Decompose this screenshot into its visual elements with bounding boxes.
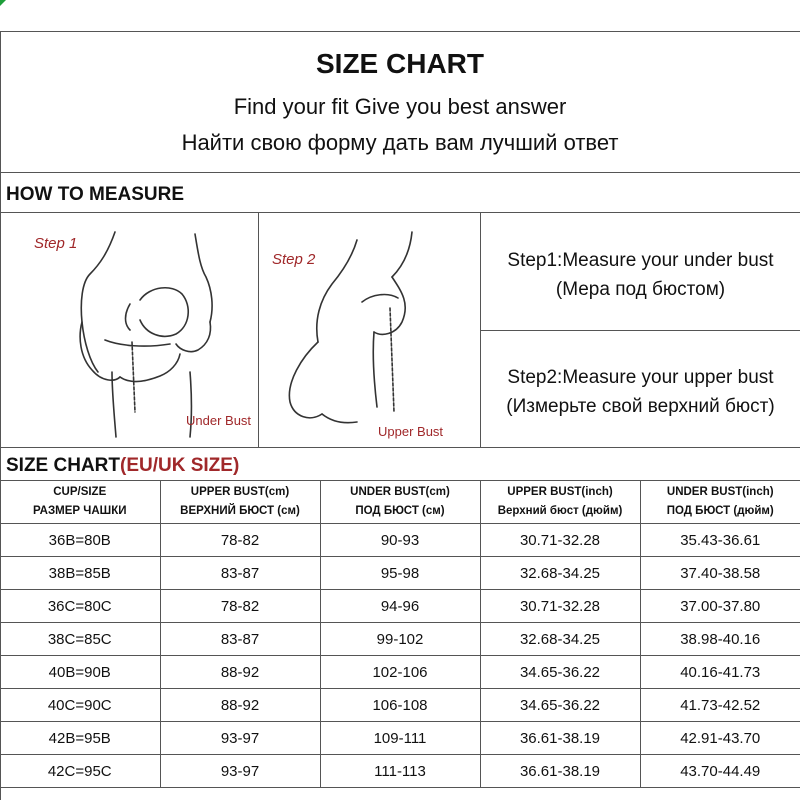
upper-bust-cm-cell: 78-82 [160, 524, 320, 557]
step2-text-english: Step2:Measure your upper bust [507, 367, 774, 388]
under-bust-inch-cell: 37.00-37.80 [640, 590, 800, 623]
under-bust-inch-cell: 35.43-36.61 [640, 524, 800, 557]
page-title: SIZE CHART [316, 48, 484, 79]
table-row [0, 722, 800, 755]
upper-bust-cm-cell: 88-92 [160, 689, 320, 722]
step1-label: Step 1 [34, 235, 78, 252]
table-row [0, 590, 800, 623]
cup-size-cell: 42C=95C [0, 755, 160, 788]
corner-mark [0, 0, 6, 6]
subtitle-russian: Найти свою форму дать вам лучший ответ [181, 130, 619, 155]
upper-bust-cm-cell: 93-97 [160, 722, 320, 755]
size-chart-heading [6, 455, 239, 477]
column-header: UPPER BUST(inch) Верхний бюст (дюйм) [480, 481, 640, 524]
under-bust-inch-cell: 38.98-40.16 [640, 623, 800, 656]
under-bust-cm-cell: 95-98 [320, 557, 480, 590]
cup-size-cell: 36B=80B [0, 524, 160, 557]
table-row [0, 656, 800, 689]
upper-bust-cm-cell: 88-92 [160, 656, 320, 689]
under-bust-inch-cell: 40.16-41.73 [640, 656, 800, 689]
divider-header [0, 172, 800, 173]
table-row [0, 557, 800, 590]
step1-tag: Under Bust [186, 413, 252, 428]
step2-text-russian: (Измерьте свой верхний бюст) [506, 396, 775, 417]
size-chart-heading-main: SIZE CHART [6, 455, 120, 476]
under-bust-cm-cell: 102-106 [320, 656, 480, 689]
table-row [0, 524, 800, 557]
upper-bust-inch-cell: 30.71-32.28 [480, 590, 640, 623]
under-bust-cm-cell: 99-102 [320, 623, 480, 656]
divider-measure-heading [0, 212, 800, 213]
upper-bust-inch-cell: 34.65-36.22 [480, 656, 640, 689]
under-bust-cm-cell: 111-113 [320, 755, 480, 788]
column-header: UPPER BUST(cm) ВЕРХНИЙ БЮСТ (см) [160, 481, 320, 524]
upper-bust-inch-cell: 36.61-38.19 [480, 722, 640, 755]
step2-illustration [262, 222, 477, 444]
cup-size-cell: 40B=90B [0, 656, 160, 689]
divider-step-rows [480, 330, 800, 331]
upper-bust-inch-cell: 36.61-38.19 [480, 755, 640, 788]
step1-illustration [20, 222, 255, 444]
upper-bust-cm-cell: 83-87 [160, 623, 320, 656]
under-bust-cm-cell: 106-108 [320, 689, 480, 722]
under-bust-inch-cell: 37.40-38.58 [640, 557, 800, 590]
upper-bust-inch-cell: 34.65-36.22 [480, 689, 640, 722]
step2-tag: Upper Bust [378, 424, 444, 439]
divider-top [0, 31, 800, 32]
under-bust-inch-cell: 42.91-43.70 [640, 722, 800, 755]
table-row [0, 755, 800, 788]
size-chart-heading-accent: (EU/UK SIZE) [120, 455, 240, 476]
table-row [0, 689, 800, 722]
under-bust-inch-cell: 41.73-42.52 [640, 689, 800, 722]
step2-label: Step 2 [272, 251, 316, 268]
cup-size-cell: 40C=90C [0, 689, 160, 722]
how-to-measure-heading: HOW TO MEASURE [6, 184, 185, 205]
column-header: CUP/SIZE РАЗМЕР ЧАШКИ [0, 481, 160, 524]
upper-bust-inch-cell: 32.68-34.25 [480, 623, 640, 656]
table-header-row [0, 481, 800, 524]
size-table [0, 480, 800, 788]
upper-bust-inch-cell: 32.68-34.25 [480, 557, 640, 590]
cup-size-cell: 42B=95B [0, 722, 160, 755]
column-header: UNDER BUST(cm) ПОД БЮСТ (см) [320, 481, 480, 524]
divider-illustrations [258, 212, 259, 448]
table-row [0, 623, 800, 656]
column-header: UNDER BUST(inch) ПОД БЮСТ (дюйм) [640, 481, 800, 524]
cup-size-cell: 38C=85C [0, 623, 160, 656]
step1-instruction [483, 246, 798, 304]
upper-bust-inch-cell: 30.71-32.28 [480, 524, 640, 557]
upper-bust-cm-cell: 93-97 [160, 755, 320, 788]
upper-bust-cm-cell: 78-82 [160, 590, 320, 623]
under-bust-inch-cell: 43.70-44.49 [640, 755, 800, 788]
divider-measure-bottom [0, 447, 800, 448]
upper-bust-cm-cell: 83-87 [160, 557, 320, 590]
step1-text-english: Step1:Measure your under bust [507, 250, 774, 271]
under-bust-cm-cell: 109-111 [320, 722, 480, 755]
cup-size-cell: 38B=85B [0, 557, 160, 590]
under-bust-cm-cell: 94-96 [320, 590, 480, 623]
cup-size-cell: 36C=80C [0, 590, 160, 623]
under-bust-cm-cell: 90-93 [320, 524, 480, 557]
step1-text-russian: (Мера под бюстом) [555, 279, 726, 300]
step2-instruction [483, 363, 798, 421]
subtitle-english: Find your fit Give you best answer [233, 94, 567, 119]
